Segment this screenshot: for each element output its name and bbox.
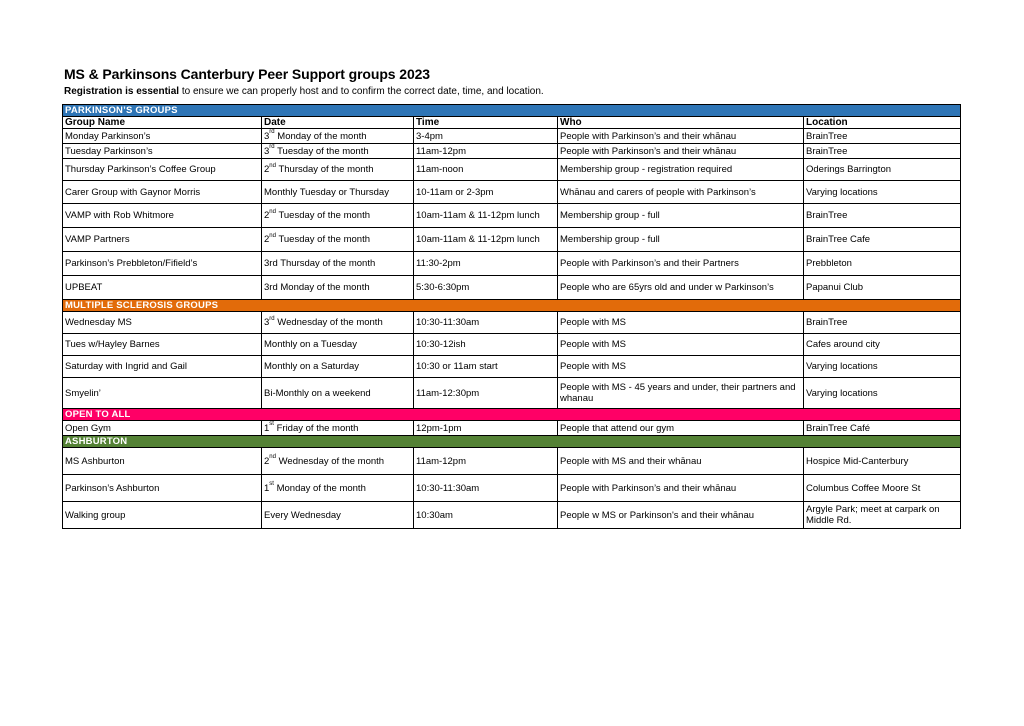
cell-who: People with MS — [558, 356, 804, 378]
cell-name: Thursday Parkinson’s Coffee Group — [63, 159, 262, 181]
cell-who: People w MS or Parkinson's and their whānau — [558, 502, 804, 529]
cell-who: People with MS — [558, 312, 804, 334]
table-row — [63, 475, 961, 502]
table-row — [63, 252, 961, 276]
cell-date — [262, 204, 414, 228]
cell-name: MS Ashburton — [63, 448, 262, 475]
cell-time: 10:30 or 11am start — [414, 356, 558, 378]
table-row — [63, 502, 961, 529]
column-header: Who — [558, 117, 804, 129]
section-header — [63, 409, 961, 421]
section-header — [63, 436, 961, 448]
cell-date: Monthly on a Tuesday — [262, 334, 414, 356]
table-row — [63, 356, 961, 378]
cell-location: Varying locations — [804, 181, 961, 204]
date-ordinal-suffix: rd — [269, 129, 275, 136]
cell-location: BrainTree — [804, 129, 961, 144]
cell-time: 11:30-2pm — [414, 252, 558, 276]
cell-name: VAMP with Rob Whitmore — [63, 204, 262, 228]
registration-note-bold: Registration is essential — [64, 86, 180, 97]
cell-location: Varying locations — [804, 356, 961, 378]
cell-who: People with Parkinson’s and their whānau — [558, 144, 804, 159]
cell-who: Whānau and carers of people with Parkinson’s — [558, 181, 804, 204]
date-ordinal: 1 — [264, 422, 270, 434]
cell-location: Columbus Coffee Moore St — [804, 475, 961, 502]
cell-date — [262, 312, 414, 334]
cell-location: BrainTree — [804, 312, 961, 334]
cell-name: Parkinson’s Prebbleton/Fifield’s — [63, 252, 262, 276]
date-ordinal: 2 — [264, 210, 270, 221]
cell-who: Membership group - registration required — [558, 159, 804, 181]
cell-time: 10am-11am & 11-12pm lunch — [414, 204, 558, 228]
cell-name: Parkinson’s Ashburton — [63, 475, 262, 502]
date-ordinal-suffix: st — [269, 421, 274, 428]
groups-table — [62, 104, 961, 529]
date-ordinal: 3 — [264, 130, 270, 142]
cell-who: People with Parkinson’s and their whānau — [558, 475, 804, 502]
cell-time: 10:30am — [414, 502, 558, 529]
date-text: Tuesday of the month — [275, 234, 370, 245]
cell-time: 11am-noon — [414, 159, 558, 181]
section-header — [63, 105, 961, 117]
date-text: Wednesday of the month — [274, 317, 383, 328]
cell-location: Prebbleton — [804, 252, 961, 276]
cell-date — [262, 475, 414, 502]
page-title: MS & Parkinsons Canterbury Peer Support groups 2023 — [64, 66, 430, 82]
cell-who: People with Parkinson’s and their Partners — [558, 252, 804, 276]
table-row — [63, 312, 961, 334]
cell-location: Hospice Mid-Canterbury — [804, 448, 961, 475]
cell-who: People with Parkinson’s and their whānau — [558, 129, 804, 144]
cell-time: 10-11am or 2-3pm — [414, 181, 558, 204]
registration-note — [64, 86, 544, 97]
date-ordinal-suffix: st — [269, 481, 274, 488]
table-row — [63, 334, 961, 356]
column-header: Time — [414, 117, 558, 129]
cell-date — [262, 129, 414, 144]
date-text: Thursday of the month — [275, 164, 374, 175]
cell-date — [262, 144, 414, 159]
date-ordinal: 2 — [264, 234, 270, 245]
date-ordinal-suffix: nd — [269, 232, 276, 239]
table-row — [63, 448, 961, 475]
registration-note-rest: to ensure we can properly host and to confirm the correct date, time, and location. — [179, 86, 544, 97]
table-row — [63, 378, 961, 409]
column-header: Group Name — [63, 117, 262, 129]
cell-time: 5:30-6:30pm — [414, 276, 558, 300]
section-title: ASHBURTON — [63, 436, 961, 448]
cell-who: People that attend our gym — [558, 421, 804, 436]
date-text: Wednesday of the month — [275, 455, 385, 467]
table-row — [63, 204, 961, 228]
cell-time: 10:30-12ish — [414, 334, 558, 356]
cell-who: People with MS and their whānau — [558, 448, 804, 475]
cell-date: Monthly Tuesday or Thursday — [262, 181, 414, 204]
table-row — [63, 276, 961, 300]
cell-time: 11am-12pm — [414, 448, 558, 475]
cell-location: Cafes around city — [804, 334, 961, 356]
cell-time: 11am-12:30pm — [414, 378, 558, 409]
cell-time: 10:30-11:30am — [414, 312, 558, 334]
date-ordinal: 2 — [264, 455, 270, 467]
cell-name: Carer Group with Gaynor Morris — [63, 181, 262, 204]
table-row — [63, 129, 961, 144]
section-header — [63, 300, 961, 312]
cell-name: Smyelin’ — [63, 378, 262, 409]
date-ordinal: 2 — [264, 164, 270, 175]
cell-location: Papanui Club — [804, 276, 961, 300]
date-ordinal-suffix: rd — [269, 144, 275, 151]
cell-date — [262, 448, 414, 475]
date-text: Friday of the month — [273, 422, 359, 434]
cell-name: VAMP Partners — [63, 228, 262, 252]
cell-who: Membership group - full — [558, 204, 804, 228]
date-ordinal: 1 — [264, 482, 270, 494]
cell-time: 11am-12pm — [414, 144, 558, 159]
cell-date — [262, 159, 414, 181]
cell-time: 10:30-11:30am — [414, 475, 558, 502]
cell-date: Every Wednesday — [262, 502, 414, 529]
cell-name: Wednesday MS — [63, 312, 262, 334]
column-header: Date — [262, 117, 414, 129]
cell-name: Walking group — [63, 502, 262, 529]
table-row — [63, 421, 961, 436]
table-row — [63, 228, 961, 252]
cell-name: Open Gym — [63, 421, 262, 436]
table-row — [63, 144, 961, 159]
date-ordinal-suffix: nd — [269, 208, 276, 215]
date-ordinal: 3 — [264, 317, 270, 328]
cell-location: BrainTree — [804, 144, 961, 159]
table-row — [63, 159, 961, 181]
cell-who: People who are 65yrs old and under w Parkinson’s — [558, 276, 804, 300]
cell-date — [262, 228, 414, 252]
date-text: Monday of the month — [274, 130, 367, 142]
cell-name: Saturday with Ingrid and Gail — [63, 356, 262, 378]
cell-date — [262, 421, 414, 436]
date-ordinal-suffix: nd — [269, 162, 276, 169]
cell-name: UPBEAT — [63, 276, 262, 300]
table-row — [63, 181, 961, 204]
cell-name: Tuesday Parkinson’s — [63, 144, 262, 159]
date-text: Tuesday of the month — [274, 145, 369, 157]
column-header-row — [63, 117, 961, 129]
cell-location: Varying locations — [804, 378, 961, 409]
cell-location: BrainTree — [804, 204, 961, 228]
column-header: Location — [804, 117, 961, 129]
date-ordinal: 3 — [264, 145, 270, 157]
cell-time: 10am-11am & 11-12pm lunch — [414, 228, 558, 252]
cell-location: Argyle Park; meet at carpark on Middle Rd. — [804, 502, 961, 529]
cell-date: Monthly on a Saturday — [262, 356, 414, 378]
section-title: PARKINSON’S GROUPS — [63, 105, 961, 117]
cell-location: BrainTree Cafe — [804, 228, 961, 252]
cell-date: 3rd Thursday of the month — [262, 252, 414, 276]
date-text: Monday of the month — [273, 482, 366, 494]
cell-time: 12pm-1pm — [414, 421, 558, 436]
section-title: OPEN TO ALL — [63, 409, 961, 421]
cell-location: BrainTree Café — [804, 421, 961, 436]
cell-who: People with MS — [558, 334, 804, 356]
cell-time: 3-4pm — [414, 129, 558, 144]
cell-location: Oderings Barrington — [804, 159, 961, 181]
cell-who: Membership group - full — [558, 228, 804, 252]
date-text: Tuesday of the month — [275, 210, 370, 221]
cell-name: Monday Parkinson’s — [63, 129, 262, 144]
cell-date: Bi-Monthly on a weekend — [262, 378, 414, 409]
cell-date: 3rd Monday of the month — [262, 276, 414, 300]
date-ordinal-suffix: rd — [269, 315, 275, 322]
cell-who: People with MS - 45 years and under, their partners and whanau — [558, 378, 804, 409]
cell-name: Tues w/Hayley Barnes — [63, 334, 262, 356]
section-title: MULTIPLE SCLEROSIS GROUPS — [63, 300, 961, 312]
date-ordinal-suffix: nd — [269, 454, 276, 461]
